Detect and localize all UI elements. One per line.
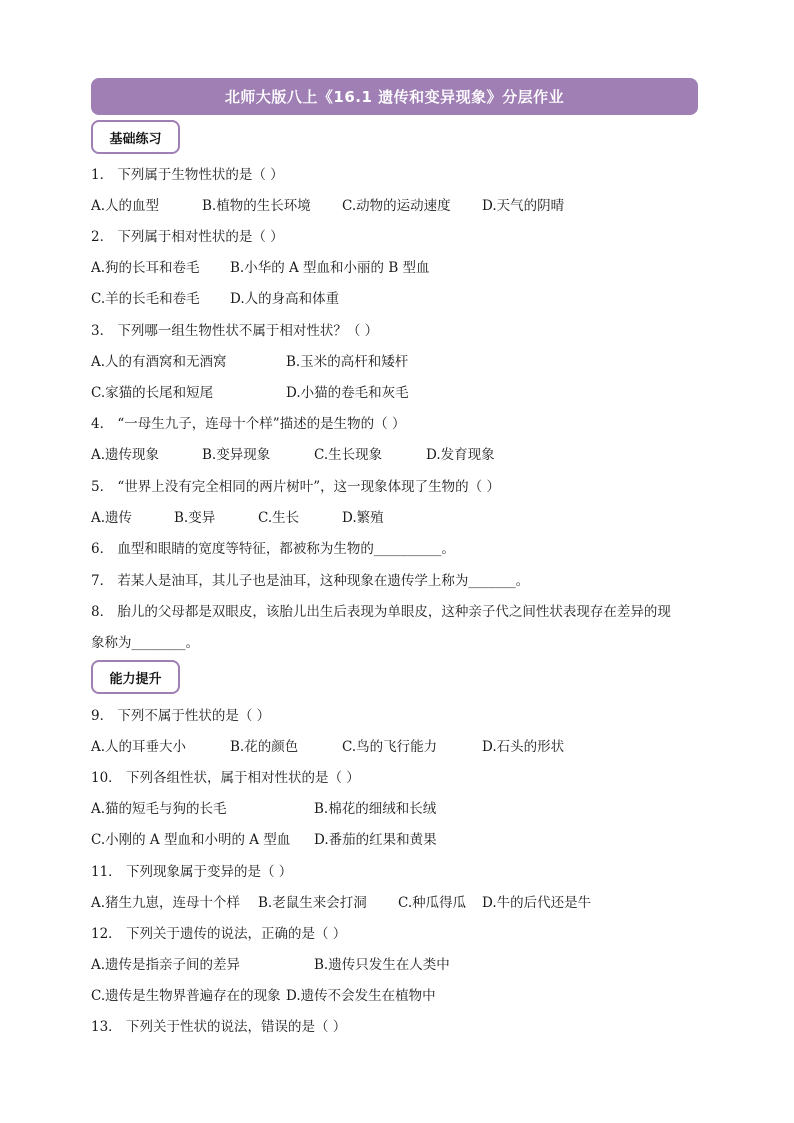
q11-option-d: D.牛的后代还是牛	[482, 895, 592, 911]
q10-option-b: B.棉花的细绒和长绒	[314, 801, 437, 817]
q9-option-d: D.石头的形状	[482, 739, 565, 755]
q2-option-b: B.小华的 A 型血和小丽的 B 型血	[230, 260, 430, 276]
question-6-stem: 6． 血型和眼睛的宽度等特征，都被称为生物的__________。	[91, 541, 455, 557]
question-2-options-row2	[91, 289, 711, 309]
q12-option-a: A.遗传是指亲子间的差异	[91, 957, 241, 973]
q3-option-c: C.家猫的长尾和短尾	[91, 385, 214, 401]
q10-option-d: D.番茄的红果和黄果	[314, 832, 437, 848]
question-4-stem: 4． “一母生九子，连母十个样”描述的是生物的（ ）	[91, 416, 406, 432]
q2-option-c: C.羊的长毛和卷毛	[91, 291, 200, 307]
question-11-options	[91, 893, 711, 913]
q10-option-a: A.猫的短毛与狗的长毛	[91, 801, 227, 817]
q1-option-d: D.天气的阴晴	[482, 198, 565, 214]
document-title-banner	[91, 78, 698, 115]
q2-option-d: D.人的身高和体重	[230, 291, 340, 307]
question-12-options-row2	[91, 986, 711, 1006]
q9-option-c: C.鸟的飞行能力	[342, 739, 438, 755]
q4-option-b: B.变异现象	[202, 447, 271, 463]
q3-option-d: D.小猫的卷毛和灰毛	[286, 385, 409, 401]
question-10-stem: 10． 下列各组性状，属于相对性状的是（ ）	[91, 770, 360, 786]
question-10-options-row1	[91, 799, 711, 819]
q12-option-d: D.遗传不会发生在植物中	[286, 988, 436, 1004]
q4-option-a: A.遗传现象	[91, 447, 160, 463]
question-7-stem: 7． 若某人是油耳，其儿子也是油耳，这种现象在遗传学上称为_______。	[91, 573, 530, 589]
q1-option-a: A.人的血型	[91, 198, 160, 214]
question-3-options-row1	[91, 352, 711, 372]
question-9-stem: 9． 下列不属于性状的是（ ）	[91, 708, 271, 724]
q9-option-b: B.花的颜色	[230, 739, 299, 755]
question-11-stem: 11． 下列现象属于变异的是（ ）	[91, 864, 293, 880]
question-12-stem: 12． 下列关于遗传的说法，正确的是（ ）	[91, 926, 347, 942]
q5-option-c: C.生长	[258, 510, 300, 526]
q5-option-a: A.遗传	[91, 510, 133, 526]
question-1-options	[91, 196, 711, 216]
q11-option-b: B.老鼠生来会打洞	[258, 895, 367, 911]
q12-option-b: B.遗传只发生在人类中	[314, 957, 450, 973]
section-advanced-label: 能力提升	[91, 660, 180, 694]
question-13-stem: 13． 下列关于性状的说法，错误的是（ ）	[91, 1019, 347, 1035]
section-basic-label: 基础练习	[91, 120, 180, 154]
q5-option-b: B.变异	[174, 510, 216, 526]
question-8-stem: 8． 胎儿的父母都是双眼皮，该胎儿出生后表现为单眼皮，这种亲子代之间性状表现存在差异的现	[91, 604, 671, 620]
q1-option-c: C.动物的运动速度	[342, 198, 451, 214]
document-title: 北师大版八上《16.1 遗传和变异现象》分层作业	[224, 88, 565, 106]
q5-option-d: D.繁殖	[342, 510, 384, 526]
question-2-options-row1	[91, 258, 711, 278]
question-2-stem: 2． 下列属于相对性状的是（ ）	[91, 229, 284, 245]
question-4-options	[91, 445, 711, 465]
question-3-options-row2	[91, 383, 711, 403]
question-5-options	[91, 508, 711, 528]
question-3-stem: 3． 下列哪一组生物性状不属于相对性状？（ ）	[91, 323, 379, 339]
question-5-stem: 5． “世界上没有完全相同的两片树叶”，这一现象体现了生物的（ ）	[91, 479, 500, 495]
q2-option-a: A.狗的长耳和卷毛	[91, 260, 200, 276]
q3-option-b: B.玉米的高杆和矮杆	[286, 354, 409, 370]
q3-option-a: A.人的有酒窝和无酒窝	[91, 354, 227, 370]
question-12-options-row1	[91, 955, 711, 975]
q11-option-c: C.种瓜得瓜	[398, 895, 467, 911]
question-9-options	[91, 737, 711, 757]
q4-option-d: D.发育现象	[426, 447, 495, 463]
q1-option-b: B.植物的生长环境	[202, 198, 311, 214]
q9-option-a: A.人的耳垂大小	[91, 739, 187, 755]
q12-option-c: C.遗传是生物界普遍存在的现象	[91, 988, 281, 1004]
q10-option-c: C.小刚的 A 型血和小明的 A 型血	[91, 832, 291, 848]
question-8-stem-continued: 象称为________。	[91, 635, 199, 651]
question-1-stem: 1． 下列属于生物性状的是（ ）	[91, 167, 284, 183]
q4-option-c: C.生长现象	[314, 447, 383, 463]
q11-option-a: A.猪生九崽，连母十个样	[91, 895, 241, 911]
question-10-options-row2	[91, 830, 711, 850]
